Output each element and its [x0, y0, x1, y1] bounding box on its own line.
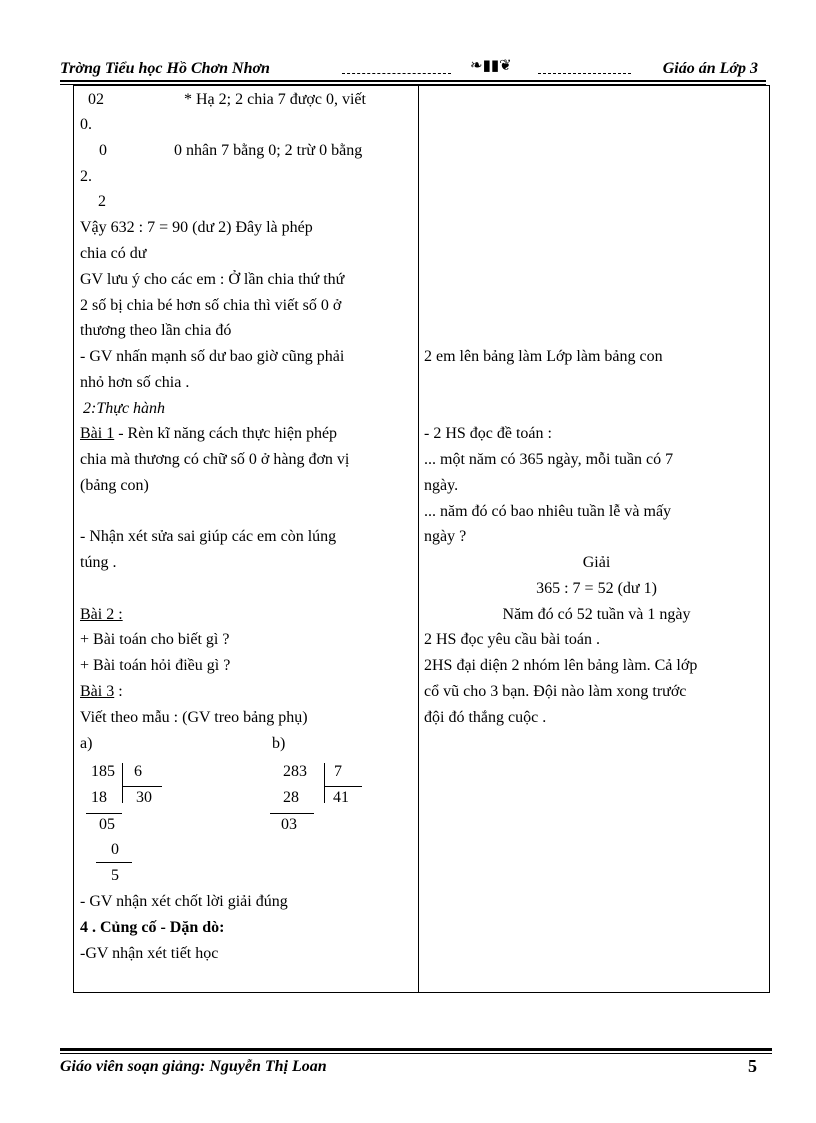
left-line: Viết theo mẫu : (GV treo bảng phụ) [80, 709, 308, 726]
left-line: * Hạ 2; 2 chia 7 được 0, viết [184, 91, 366, 108]
divisor: 6 [134, 763, 142, 780]
left-line: chia có dư [80, 245, 147, 262]
left-line: túng . [80, 554, 117, 571]
remainder: 05 [99, 816, 115, 833]
right-line: 2HS đại diện 2 nhóm lên bảng làm. Cả lớp [424, 657, 698, 674]
left-line: 2 [98, 193, 106, 210]
exercise-1-label: Bài 1 [80, 425, 115, 442]
right-line: ngày. [424, 477, 459, 494]
subtraction-rule [270, 813, 314, 814]
left-line: - Nhận xét sửa sai giúp các em còn lúng [80, 528, 337, 545]
dividend: 283 [283, 763, 307, 780]
right-line: đội đó thắng cuộc . [424, 709, 547, 726]
left-line: - GV nhấn mạnh số dư bao giờ cũng phải [80, 348, 345, 365]
header-dash-right [538, 73, 631, 74]
lesson-plan-title: Giáo án Lớp 3 [662, 60, 758, 77]
ornament-icon: ❧▮▮❦ [470, 58, 512, 74]
divisor-rule [122, 786, 162, 787]
left-line: -GV nhận xét tiết học [80, 945, 219, 962]
right-line: ngày ? [424, 528, 467, 545]
subtraction-rule [96, 862, 132, 863]
subtrahend: 18 [91, 789, 107, 806]
left-line: (bảng con) [80, 477, 149, 494]
left-line: 0 nhân 7 bằng 0; 2 trừ 0 bằng [174, 142, 363, 159]
left-line: 0. [80, 116, 92, 133]
quotient: 30 [136, 789, 152, 806]
subtrahend: 28 [283, 789, 299, 806]
left-line: 02 [88, 91, 104, 108]
solution-answer: Năm đó có 52 tuần và 1 ngày [502, 606, 691, 623]
part-b-label: b) [272, 735, 286, 752]
consolidation-heading: 4 . Củng cố - Dặn dò: [80, 919, 225, 936]
right-line: - 2 HS đọc đề toán : [424, 425, 552, 442]
right-line: 2 em lên bảng làm Lớp làm bảng con [424, 348, 663, 365]
divisor-rule [324, 786, 362, 787]
exercise-2-label: Bài 2 : [80, 606, 123, 623]
division-bar [122, 763, 123, 803]
page-number: 5 [748, 1056, 757, 1076]
left-line: + Bài toán cho biết gì ? [80, 631, 230, 648]
left-line: - GV nhận xét chốt lời giải đúng [80, 893, 288, 910]
subtrahend: 0 [111, 841, 119, 858]
page-header [60, 60, 766, 82]
left-line: + Bài toán hỏi điều gì ? [80, 657, 231, 674]
quotient: 41 [333, 789, 349, 806]
exercise-3-colon: : [114, 683, 123, 700]
right-line: cổ vũ cho 3 bạn. Đội nào làm xong trước [424, 683, 687, 700]
solution-heading: Giải [582, 554, 611, 571]
right-line: ... năm đó có bao nhiêu tuần lễ và mấy [424, 503, 672, 520]
column-divider [418, 85, 419, 993]
section-heading: 2:Thực hành [83, 400, 166, 417]
teacher-name: Giáo viên soạn giảng: Nguyễn Thị Loan [60, 1058, 327, 1075]
exercise-3-line [80, 682, 123, 702]
right-line: 2 HS đọc yêu cầu bài toán . [424, 631, 600, 648]
exercise-1-text: - Rèn kĩ năng cách thực hiện phép [114, 425, 338, 442]
footer-rule [60, 1048, 772, 1051]
exercise-3-label: Bài 3 [80, 683, 115, 700]
header-dash-left [342, 73, 451, 74]
footer-rule-thin [60, 1053, 772, 1054]
division-bar [324, 763, 325, 803]
header-rule [60, 80, 766, 82]
right-line: ... một năm có 365 ngày, mỗi tuần có 7 [424, 451, 674, 468]
left-line: GV lưu ý cho các em : Ở lần chia thứ thứ [80, 271, 345, 288]
part-a-label: a) [80, 735, 93, 752]
left-line: 2. [80, 168, 92, 185]
solution-equation: 365 : 7 = 52 (dư 1) [536, 580, 657, 597]
left-line: chia mà thương có chữ số 0 ở hàng đơn vị [80, 451, 350, 468]
school-name: Trờng Tiểu học Hồ Chơn Nhơn [60, 60, 270, 77]
left-line: thương theo lần chia đó [80, 322, 232, 339]
left-line: 0 [99, 142, 107, 159]
remainder: 03 [281, 816, 297, 833]
exercise-1-line [80, 424, 337, 444]
left-line: Vậy 632 : 7 = 90 (dư 2) Đây là phép [80, 219, 313, 236]
left-line: 2 số bị chia bé hơn số chia thì viết số 0 ở [80, 297, 342, 314]
dividend: 185 [91, 763, 115, 780]
left-line: nhỏ hơn số chia . [80, 374, 190, 391]
divisor: 7 [334, 763, 342, 780]
subtraction-rule [86, 813, 122, 814]
remainder: 5 [111, 867, 119, 884]
